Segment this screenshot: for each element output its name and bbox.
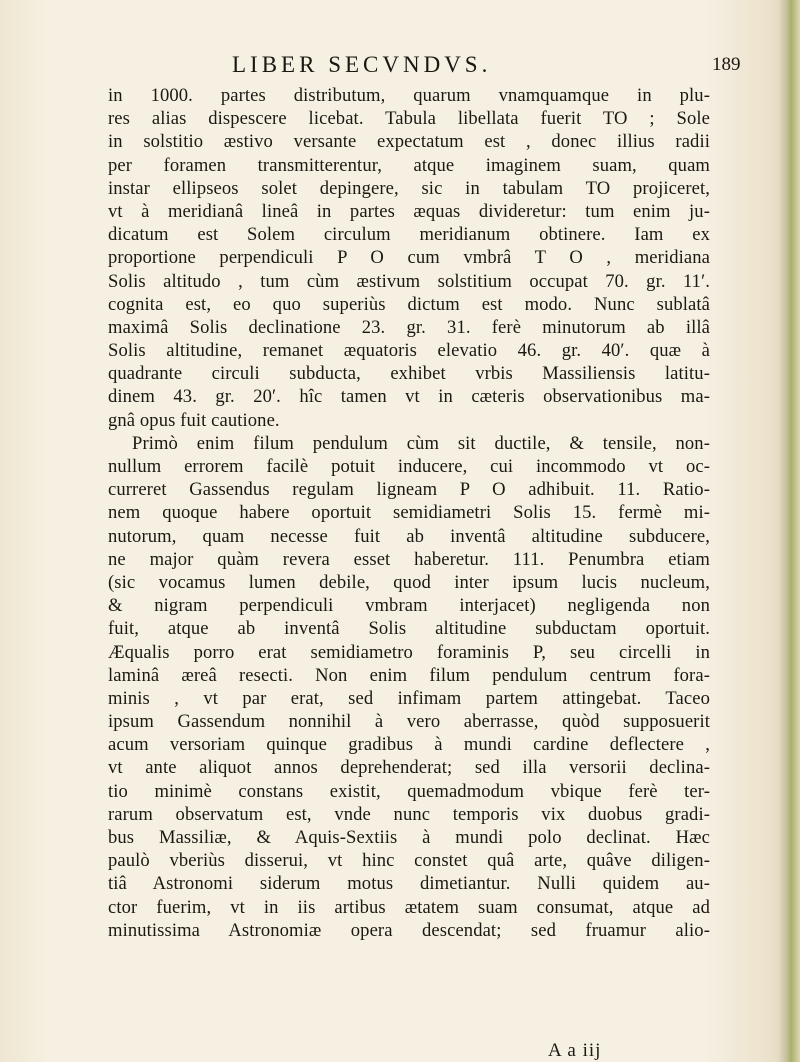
page-header	[0, 52, 800, 88]
text-line: maximâ Solis declinatione 23. gr. 31. ferè minutorum ab illâ	[108, 316, 710, 338]
page-number: 189	[712, 54, 741, 75]
text-line: Æqualis porro erat semidiametro foraminis P, seu circelli in	[108, 641, 710, 663]
text-line: fuit, atque ab inventâ Solis altitudine subductam oportuit.	[108, 618, 710, 640]
text-line: quadrante circuli subducta, exhibet vrbis Massiliensis latitu-	[108, 363, 710, 385]
body-text	[108, 84, 710, 942]
text-line: in 1000. partes distributum, quarum vnamquamque in plu-	[108, 85, 710, 106]
text-line: tio minimè constans existit, quemadmodum vbique ferè ter-	[108, 780, 710, 802]
text-line: & nigram perpendiculi vmbram interjacet) negligenda non	[108, 595, 710, 617]
text-line: Solis altitudine, remanet æquatoris elevatio 46. gr. 40′. quæ à	[108, 340, 710, 362]
text-line: curreret Gassendus regulam ligneam P O adhibuit. 11. Ratio-	[108, 479, 710, 501]
text-line: in solstitio æstivo versante expectatum est , donec illius radii	[108, 131, 710, 153]
text-line: minutissima Astronomiæ opera descendat; sed fruamur alio-	[108, 919, 710, 941]
page-edge-strip	[778, 0, 800, 1062]
text-line: nutorum, quam necesse fuit ab inventâ altitudine subducere,	[108, 525, 710, 547]
text-line: minis , vt par erat, sed infimam partem attingebat. Taceo	[108, 687, 710, 709]
text-line: ne major quàm revera esset haberetur. 111. Penumbra etiam	[108, 548, 710, 570]
text-line: bus Massiliæ, & Aquis-Sextiis à mundi polo declinat. Hæc	[108, 827, 710, 848]
text-line: paulò vberiùs disserui, vt hinc constet quâ arte, quâve diligen-	[108, 850, 710, 872]
text-line: (sic vocamus lumen debile, quod inter ipsum lucis nucleum,	[108, 571, 710, 593]
paragraph-start-line: Primò enim filum pendulum cùm sit ductile, & tensile, non-	[132, 432, 710, 454]
text-line: nem quoque habere oportuit semidiametri Solis 15. fermè mi-	[108, 502, 710, 524]
text-line: ipsum Gassendum nonnihil à vero aberrasse, quòd supposuerit	[108, 711, 710, 733]
text-line: per foramen transmitterentur, atque imaginem suam, quam	[108, 154, 710, 176]
text-line: res alias dispescere licebat. Tabula libellata fuerit TO ; Sole	[108, 108, 710, 130]
text-line: proportione perpendiculi P O cum vmbrâ T O , meridiana	[108, 247, 710, 269]
running-title: LIBER SECVNDVS.	[232, 52, 492, 77]
text-line: tiâ Astronomi siderum motus dimetiantur. Nulli quidem au-	[108, 873, 710, 895]
text-line: dinem 43. gr. 20′. hîc tamen vt in cæteris observationibus ma-	[108, 386, 710, 408]
text-line: gnâ opus fuit cautione.	[108, 409, 280, 431]
text-line: laminâ æreâ resecti. Non enim filum pendulum centrum fora-	[108, 664, 710, 686]
signature-mark: A a iij	[548, 1040, 602, 1061]
text-line: acum versoriam quinque gradibus à mundi cardine deflectere ,	[108, 734, 710, 756]
text-line: dicatum est Solem circulum meridianum obtinere. Iam ex	[108, 224, 710, 246]
text-line: instar ellipseos solet depingere, sic in tabulam TO projiceret,	[108, 177, 710, 199]
text-line: Solis altitudo , tum cùm æstivum solstitium occupat 70. gr. 11′.	[108, 270, 710, 292]
text-line: nullum errorem facilè potuit inducere, cui incommodo vt oc-	[108, 456, 710, 477]
text-line: rarum observatum est, vnde nunc temporis vix duobus gradi-	[108, 803, 710, 825]
text-line: vt à meridianâ lineâ in partes æquas divideretur: tum enim ju-	[108, 200, 710, 222]
text-line: ctor fuerim, vt in iis artibus ætatem suam consumat, atque ad	[108, 896, 710, 918]
text-line: cognita est, eo quo superiùs dictum est modo. Nunc sublatâ	[108, 293, 710, 315]
text-line: vt ante aliquot annos deprehenderat; sed illa versorii declina-	[108, 757, 710, 779]
